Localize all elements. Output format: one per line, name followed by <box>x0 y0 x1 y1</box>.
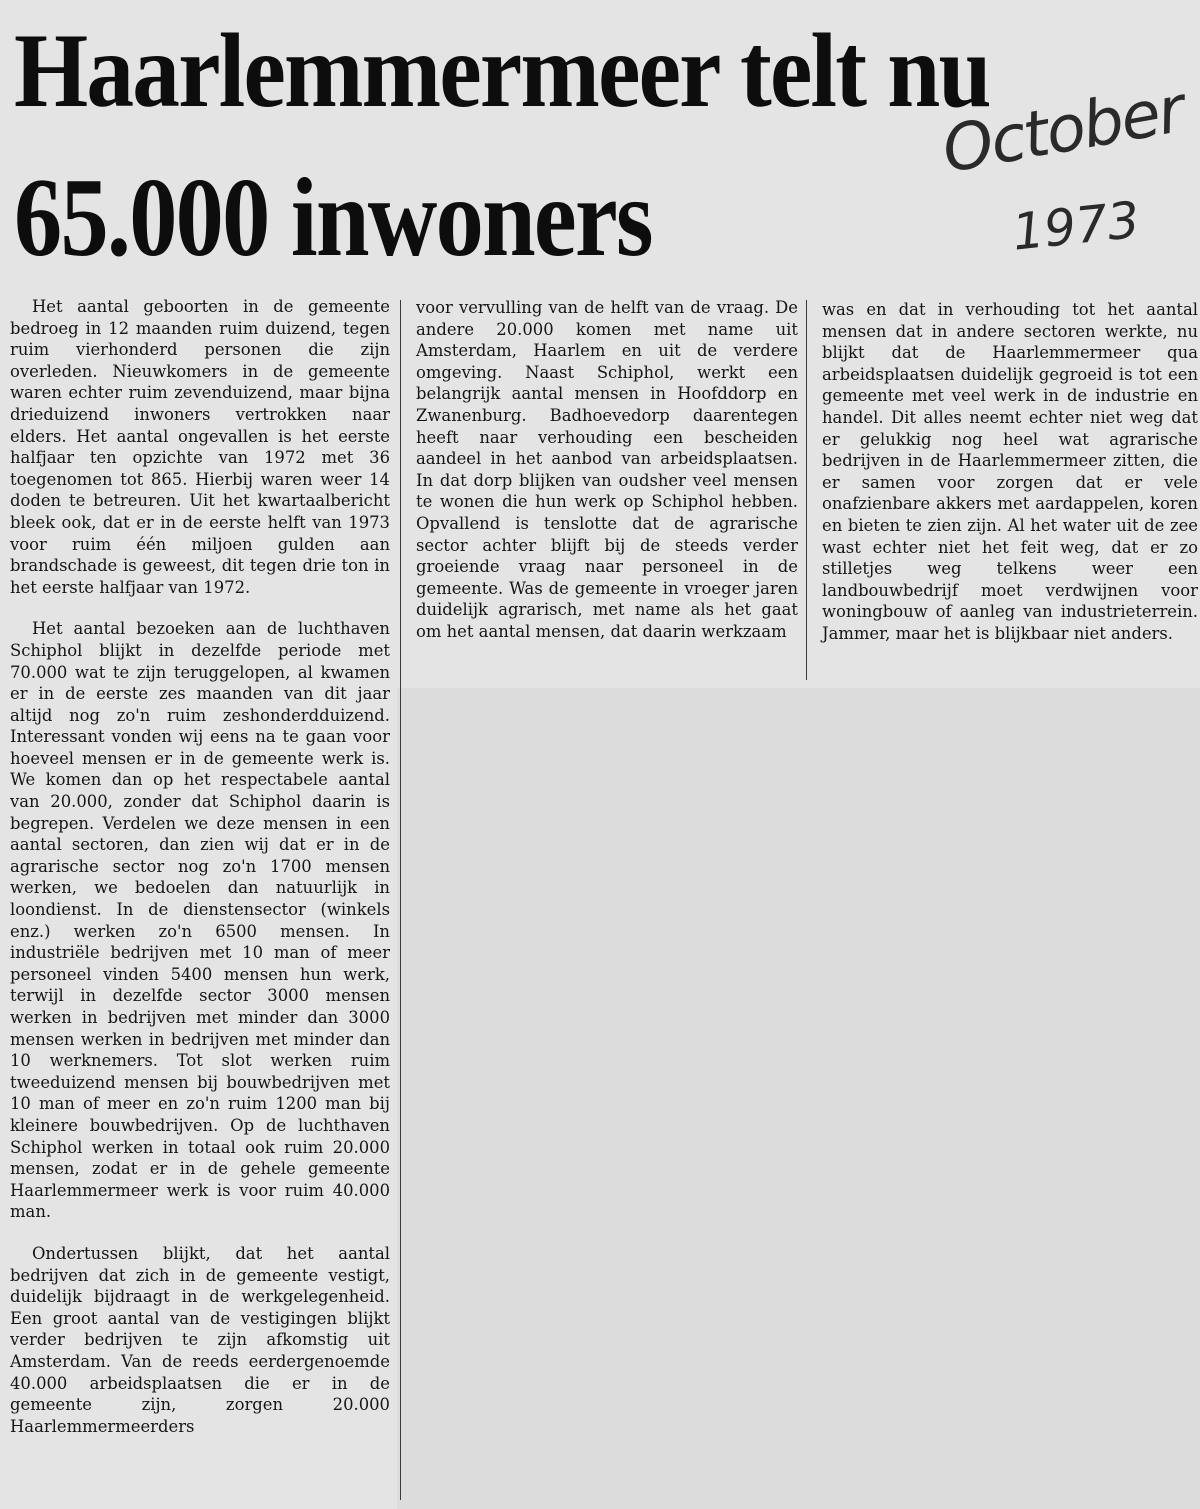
headline-line-1: Haarlemmermeer telt nu <box>14 12 990 129</box>
article-column-3 <box>822 299 1198 645</box>
paragraph: Ondertussen blijkt, dat het aantal bedrijven dat zich in de gemeente vestigt, duidelijk bijdraagt in de werkgelegenheid. Een groot aantal van de vestigingen blijkt verder bedrijven te zijn afkomstig uit Amsterdam. Van de reeds eerdergenoemde 40.000 arbeidsplaatsen die er in de gemeente zijn, zorgen 20.000 Haarlemmermeerders <box>10 1243 390 1436</box>
handwritten-year: 1973 <box>1009 190 1143 262</box>
article-column-1 <box>10 296 390 1437</box>
column-divider <box>806 300 807 680</box>
article-column-2 <box>416 297 798 643</box>
handwritten-month: October <box>937 73 1189 188</box>
paragraph: Het aantal geboorten in de gemeente bedroeg in 12 maanden ruim duizend, tegen ruim vierhonderd personen die zijn overleden. Nieuwkomers in de gemeente waren echter ruim zevenduizend, maar bijna drieduizend inwoners vertrokken naar elders. Het aantal ongevallen is het eerste halfjaar ten opzichte van 1972 met 36 toegenomen tot 865. Hierbij waren weer 14 doden te betreuren. Uit het kwartaalbericht bleek ook, dat er in de eerste helft van 1973 voor ruim één miljoen gulden aan brandschade is geweest, dit tegen drie ton in het eerste halfjaar van 1972. <box>10 297 390 597</box>
paragraph: Het aantal bezoeken aan de luchthaven Schiphol blijkt in dezelfde periode met 70.000 wat te zijn teruggelopen, al kwamen er in de eerste zes maanden van dit jaar altijd nog zo'n ruim zeshonderdduizend. Interessant vonden wij eens na te gaan voor hoeveel mensen er in de gemeente werk is. We komen dan op het respectabele aantal van 20.000, zonder dat Schiphol daarin is begrepen. Verdelen we deze mensen in een aantal sectoren, dan zien wij dat er in de agrarische sector nog zo'n 1700 mensen werken, we bedoelen dan natuurlijk in loondienst. In de dienstensector (winkels enz.) werken zo'n 6500 mensen. In industriële bedrijven met 10 man of meer personeel vinden 5400 mensen hun werk, terwijl in dezelfde sector 3000 mensen werken in bedrijven met minder dan 3000 mensen werken in bedrijven met minder dan 10 werknemers. Tot slot werken ruim tweeduizend mensen bij bouwbedrijven met 10 man of meer en zo'n ruim 1200 man bij kleinere bouwbedrijven. Op de luchthaven Schiphol werken in totaal ook ruim 20.000 mensen, zodat er in de gehele gemeente Haarlemmermeer werk is voor ruim 40.000 man. <box>10 619 390 1222</box>
paragraph: voor vervulling van de helft van de vraag. De andere 20.000 komen met name uit Amsterdam, Haarlem en uit de verdere omgeving. Naast Schiphol, werkt een belangrijk aantal mensen in Hoofddorp en Zwanenburg. Badhoevedorp daarentegen heeft naar verhouding een bescheiden aandeel in het aanbod van arbeidsplaatsen. In dat dorp blijken van oudsher veel mensen te wonen die hun werk op Schiphol hebben. Opvallend is tenslotte dat de agrarische sector achter blijft bij de steeds verder groeiende vraag naar personeel in de gemeente. Was de gemeente in vroeger jaren duidelijk agrarisch, met name als het gaat om het aantal mensen, dat daarin werkzaam <box>416 298 798 641</box>
column-divider <box>400 300 401 1500</box>
headline-line-2: 65.000 inwoners <box>14 156 652 280</box>
paragraph: was en dat in verhouding tot het aantal mensen dat in andere sectoren werkte, nu blijkt dat de Haarlemmermeer qua arbeidsplaatsen duidelijk gegroeid is tot een gemeente met veel werk in de industrie en handel. Dit alles neemt echter niet weg dat er gelukkig nog heel wat agrarische bedrijven in de Haarlemmermeer zitten, die er samen voor zorgen dat er vele onafzienbare akkers met aardappelen, koren en bieten te zien zijn. Al het water uit de zee wast echter niet het feit weg, dat er zo stilletjes weg telkens weer een landbouwbedrijf moet verdwijnen voor woningbouw of aanleg van industrieterrein. Jammer, maar het is blijkbaar niet anders. <box>822 300 1198 643</box>
